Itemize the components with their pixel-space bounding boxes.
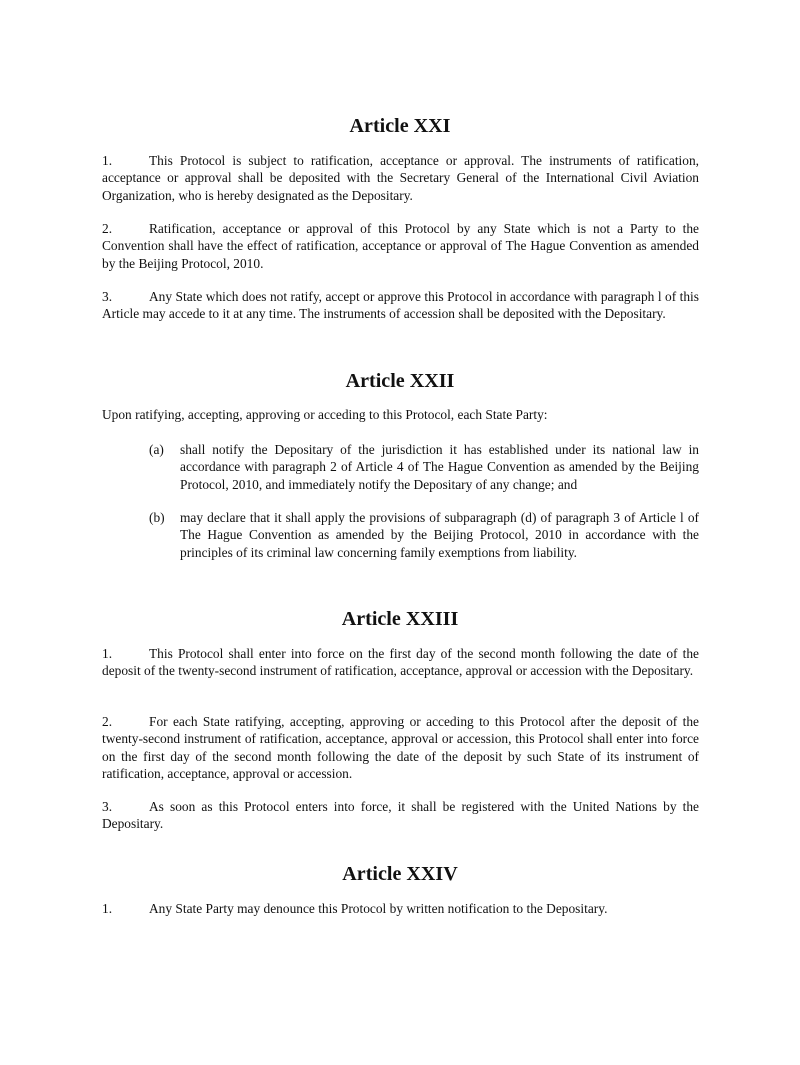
subparagraph-letter: (a): [149, 442, 164, 457]
article-xxiii-paragraph-3: [102, 798, 699, 833]
article-xxii-subparagraph-b: [149, 509, 699, 561]
paragraph-number: 2.: [102, 221, 113, 236]
article-xxi-paragraph-2: [102, 220, 699, 272]
article-xxiii-paragraph-1: [102, 645, 699, 680]
paragraph-text: This Protocol shall enter into force on the first day of the second month following the date of the deposit of the twenty-second instrument of ratification, acceptance, approval or accession with the Depositary.: [102, 646, 699, 679]
article-xxi-paragraph-1: [102, 152, 699, 204]
article-xxiii-heading: Article XXIII: [341, 608, 459, 630]
subparagraph-text: shall notify the Depositary of the jurisdiction it has established under its national law in accordance with paragraph 2 of Article 4 of The Hague Convention as amended by the Beijing Protocol, 2010, and immediately notify the Depositary of any change; and: [180, 442, 699, 492]
paragraph-text: As soon as this Protocol enters into force, it shall be registered with the United Nations by the Depositary.: [102, 799, 699, 832]
subparagraph-letter: (b): [149, 510, 165, 525]
article-xxi-paragraph-3: [102, 288, 699, 323]
paragraph-number: 3.: [102, 799, 113, 814]
paragraph-text: Any State Party may denounce this Protocol by written notification to the Depositary.: [149, 901, 608, 916]
paragraph-number: 2.: [102, 714, 113, 729]
paragraph-text: Any State which does not ratify, accept or approve this Protocol in accordance with paragraph l of this Article may accede to it at any time. The instruments of accession shall be deposited with the Depositary.: [102, 289, 699, 322]
article-xxiv-paragraph-1: [102, 900, 699, 917]
paragraph-text: For each State ratifying, accepting, approving or acceding to this Protocol after the deposit of the twenty-second instrument of ratification, acceptance, approval or accession, this Protocol shall enter into force on the first day of the second month following the date of the deposit by such State of its instrument of ratification, acceptance, approval or accession.: [102, 714, 699, 782]
paragraph-number: 3.: [102, 289, 113, 304]
article-xxii-subparagraph-a: [149, 441, 699, 493]
article-xxii-intro: Upon ratifying, accepting, approving or acceding to this Protocol, each State Party:: [102, 407, 548, 422]
paragraph-number: 1.: [102, 153, 113, 168]
article-xxii-heading: Article XXII: [345, 370, 455, 392]
paragraph-text: This Protocol is subject to ratification, acceptance or approval. The instruments of ratification, acceptance or approval shall be deposited with the Secretary General of the International Civil Aviation Organization, who is hereby designated as the Depositary.: [102, 153, 699, 203]
article-xxiv-heading: Article XXIV: [342, 863, 458, 885]
article-xxiii-paragraph-2: [102, 713, 699, 783]
paragraph-text: Ratification, acceptance or approval of this Protocol by any State which is not a Party to the Convention shall have the effect of ratification, acceptance or approval of The Hague Convention as amended by the Beijing Protocol, 2010.: [102, 221, 699, 271]
paragraph-number: 1.: [102, 646, 113, 661]
subparagraph-text: may declare that it shall apply the provisions of subparagraph (d) of paragraph 3 of Article l of The Hague Convention as amended by the Beijing Protocol, 2010 in accordance with the principles of its criminal law concerning family exemptions from liability.: [180, 510, 699, 560]
paragraph-number: 1.: [102, 901, 113, 916]
article-xxi-heading: Article XXI: [349, 115, 451, 137]
